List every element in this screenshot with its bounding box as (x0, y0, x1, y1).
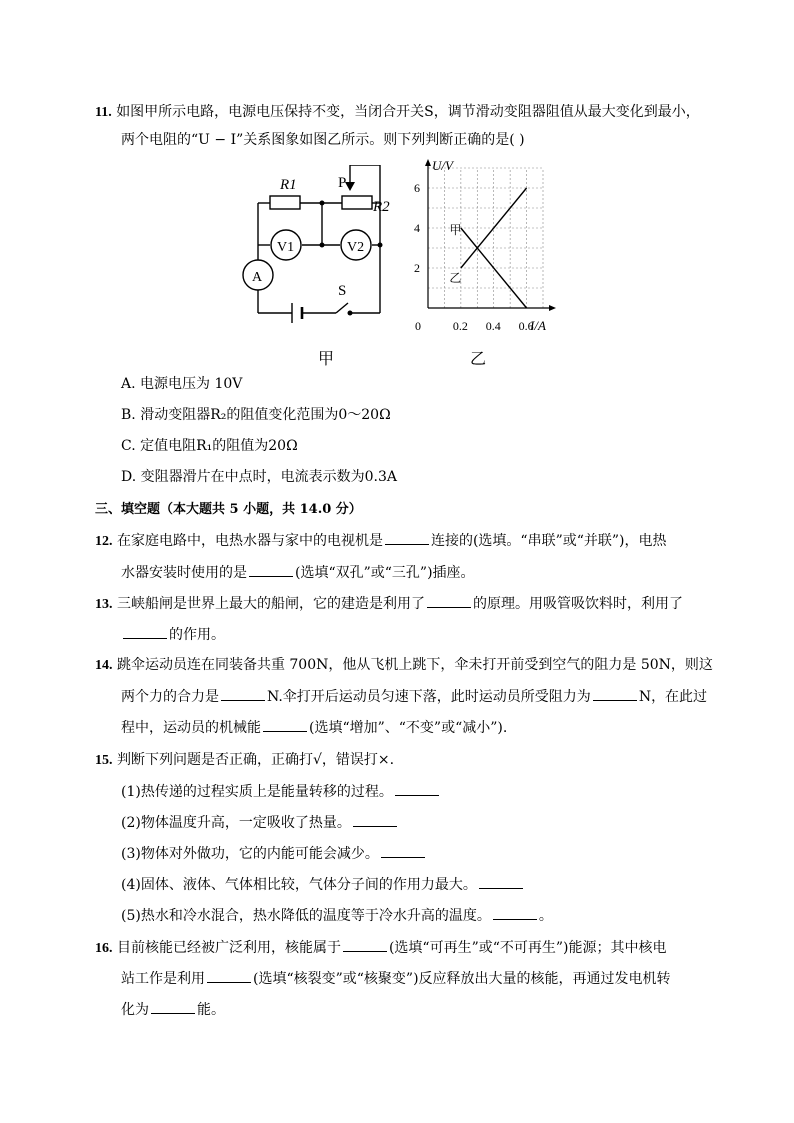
q15-item-5-text: (5)热水和冷水混合，热水降低的温度等于冷水升高的温度。 (121, 908, 491, 924)
circuit-svg (240, 165, 410, 335)
q14-line2 (121, 686, 707, 707)
q16-number: 16. (95, 941, 113, 956)
q16-line3 (121, 999, 225, 1020)
q12-blank-1[interactable] (385, 530, 429, 545)
q15-item-1 (121, 781, 441, 802)
q14-number: 14. (95, 658, 113, 673)
q13-blank-2[interactable] (123, 624, 167, 639)
q15-blank-1[interactable] (395, 781, 439, 796)
series-label-yi: 乙 (449, 271, 462, 285)
q16-text-2: (选填“可再生”或“不可再生”)能源；其中核电 (388, 940, 667, 956)
v2-label: V2 (347, 240, 365, 255)
q12-line1 (95, 530, 667, 552)
q11-line1 (95, 102, 700, 123)
series-label-jia: 甲 (449, 223, 462, 237)
q16-blank-1[interactable] (343, 937, 387, 952)
p-label: P (338, 175, 347, 191)
y-tick-label: 4 (414, 221, 420, 235)
circuit-diagram (240, 165, 410, 335)
q14-text-2: 两个力的合力是 (121, 689, 219, 705)
q13-blank-1[interactable] (427, 593, 471, 608)
q14-blank-2[interactable] (593, 686, 637, 701)
q15-item-2 (121, 812, 399, 833)
q12-text-4: (选填“双孔”或“三孔”)插座。 (295, 565, 475, 581)
y-tick-label: 6 (414, 181, 420, 195)
q11-line2 (121, 130, 525, 150)
x-tick-label: 0 (415, 319, 421, 333)
q11-stem-2: 两个电阻的“U − I”关系图象如图乙所示。则下列判断正确的是( ) (121, 132, 525, 148)
q14-blank-3[interactable] (263, 717, 307, 732)
q14-text-3: N.伞打开后运动员匀速下落，此时运动员所受阻力为 (267, 689, 591, 705)
q12-text-2: 连接的(选填。“串联”或“并联”)，电热 (430, 533, 667, 549)
x-axis-arrow (549, 305, 556, 311)
q11-option-d: D. 变阻器滑片在中点时，电流表示数为0.3A (121, 469, 397, 485)
x-tick-label: 0.6 (518, 319, 534, 333)
q12-number: 12. (95, 534, 113, 549)
q15-item-5 (121, 905, 553, 926)
q12-blank-2[interactable] (249, 562, 293, 577)
q16-blank-2[interactable] (207, 968, 251, 983)
x-tick-label: 0.2 (452, 319, 468, 333)
q15-blank-5[interactable] (493, 905, 537, 920)
q13-text-1: 三峡船闸是世界上最大的船闸，它的建造是利用了 (116, 596, 425, 612)
q11-stem-1: 如图甲所示电路，电源电压保持不变，当闭合开关S，调节滑动变阻器阻值从最大变化到最小， (116, 104, 700, 120)
q15-line1 (95, 750, 394, 771)
q16-text-3: 站工作是利用 (121, 971, 205, 987)
caption-jia: 甲 (318, 349, 335, 368)
q16-text-4: (选填“核裂变”或“核聚变”)反应释放出大量的核能，再通过发电机转 (253, 971, 671, 987)
q15-item-4 (121, 874, 525, 895)
x-tick-label: 0.4 (485, 319, 501, 333)
y-axis-label: U/V (432, 158, 453, 173)
q16-blank-3[interactable] (151, 999, 195, 1014)
q14-line1 (95, 655, 713, 676)
q13-number: 13. (95, 597, 113, 612)
v1-label: V1 (277, 240, 295, 255)
q15-end-mark: 。 (538, 908, 553, 924)
ammeter-label: A (252, 270, 263, 285)
q16-text-1: 目前核能已经被广泛利用，核能属于 (116, 940, 341, 956)
q15-blank-3[interactable] (381, 843, 425, 858)
q15-item-2-text: (2)物体温度升高，一定吸收了热量。 (121, 815, 351, 831)
caption-yi: 乙 (470, 349, 487, 368)
q15-number: 15. (95, 753, 113, 768)
q11-option-c: C. 定值电阻R₁的阻值为20Ω (121, 438, 298, 454)
q12-text-3: 水器安装时使用的是 (121, 565, 247, 581)
q16-line2 (121, 968, 671, 989)
ui-chart-svg (408, 156, 558, 336)
q15-blank-2[interactable] (353, 812, 397, 827)
q15-blank-4[interactable] (479, 874, 523, 889)
q12-text-1: 在家庭电路中，电热水器与家中的电视机是 (116, 533, 383, 549)
q15-intro: 判断下列问题是否正确，正确打√，错误打×. (116, 752, 395, 768)
q14-text-4: N，在此过 (638, 689, 708, 705)
q13-line1 (95, 593, 683, 615)
q11-number: 11. (95, 105, 112, 120)
r1-label: R1 (280, 177, 297, 193)
ui-graph (408, 156, 558, 336)
q13-text-3: 的作用。 (169, 627, 225, 643)
switch-label: S (338, 283, 347, 299)
q15-item-3-text: (3)物体对外做功，它的内能可能会减少。 (121, 846, 379, 862)
q12-line2 (121, 562, 475, 583)
q15-item-3 (121, 843, 427, 864)
q11-option-b: B. 滑动变阻器R₂的阻值变化范围为0～20Ω (121, 407, 391, 423)
y-tick-label: 2 (414, 261, 420, 275)
q13-line2 (121, 624, 225, 645)
q14-text-5: 程中，运动员的机械能 (121, 720, 261, 736)
q14-blank-1[interactable] (221, 686, 265, 701)
section3-title: 三、填空题（本大题共 5 小题，共 14.0 分） (95, 502, 362, 517)
q14-line3 (121, 717, 507, 738)
q16-text-6: 能。 (197, 1002, 225, 1018)
x-axis-label: I/A (530, 318, 546, 333)
q16-text-5: 化为 (121, 1002, 149, 1018)
q11-option-a: A. 电源电压为 10V (121, 376, 243, 392)
r2-label: R2 (373, 199, 390, 215)
q14-text-6: (选填“增加”、“不变”或“减小”). (309, 720, 508, 736)
q15-item-4-text: (4)固体、液体、气体相比较，气体分子间的作用力最大。 (121, 877, 477, 893)
q14-text-1: 跳伞运动员连在同装备共重 700N，他从飞机上跳下，伞未打开前受到空气的阻力是 50N，则这 (116, 657, 713, 673)
y-axis-arrow (425, 159, 431, 166)
q15-item-1-text: (1)热传递的过程实质上是能量转移的过程。 (121, 784, 393, 800)
q13-text-2: 的原理。用吸管吸饮料时，利用了 (472, 596, 683, 612)
q16-line1 (95, 937, 667, 959)
